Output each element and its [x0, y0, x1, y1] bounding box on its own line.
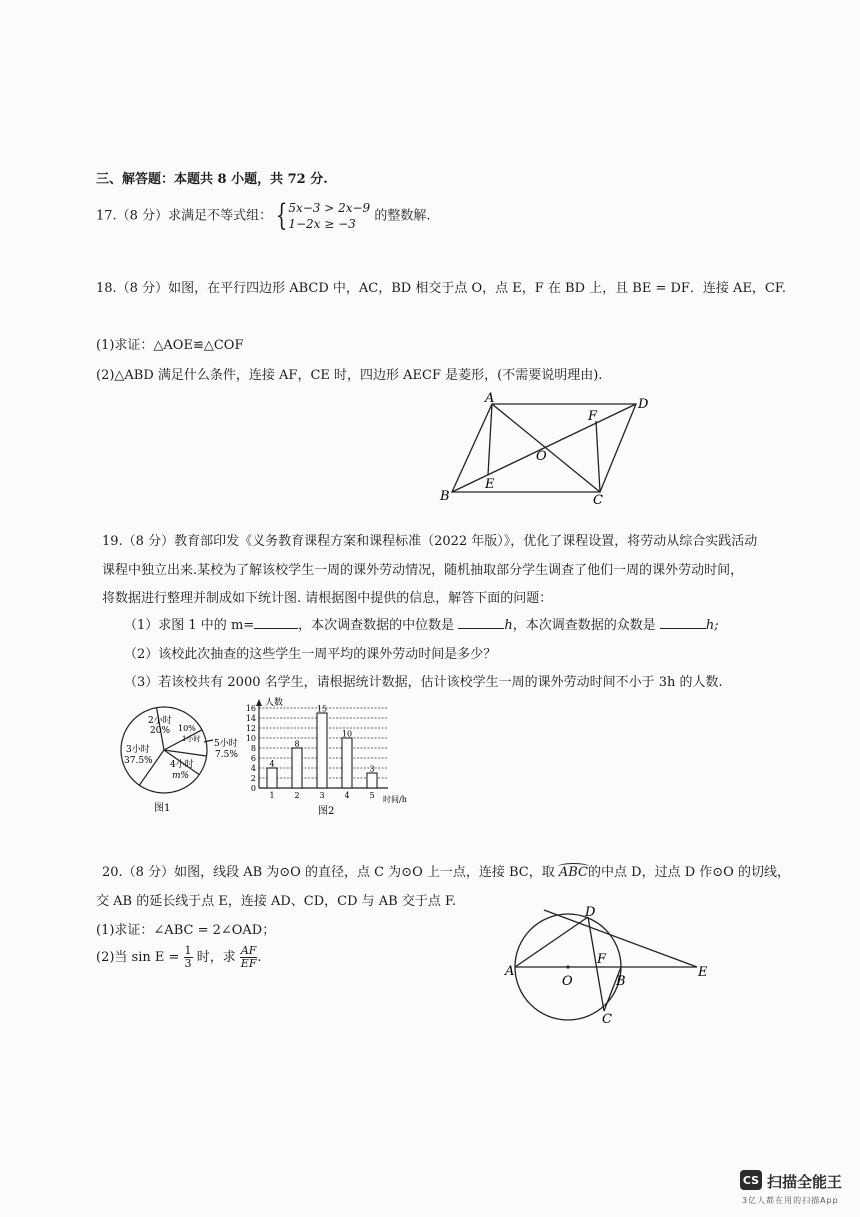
question-19-part-1 — [124, 614, 719, 633]
pie-label-2h: 2小时 — [148, 716, 172, 726]
q19-part1-text-c: ，本次调查数据的众数是 — [512, 618, 656, 633]
section-title: 三、解答题：本题共 8 小题，共 72 分. — [96, 172, 328, 187]
label-e-2: E — [698, 965, 708, 980]
segment-ad — [515, 917, 588, 967]
label-c-2: C — [602, 1012, 612, 1025]
answer-blank-median — [458, 616, 504, 629]
y-tick-label: 14 — [245, 714, 256, 723]
q20-part2-text-b: 时，求 — [196, 950, 236, 965]
x-tick-label: 3 — [319, 791, 325, 800]
arc-mark-icon — [558, 863, 589, 870]
brace-icon: { — [276, 198, 288, 233]
label-f-2: F — [597, 952, 607, 967]
y-tick-label: 6 — [250, 754, 256, 763]
question-19-line-2: 课程中独立出来.某校为了解该校学生一周的课外劳动情况，随机抽取部分学生调查了他们一周的课外劳动时间， — [102, 563, 744, 578]
q20-part2-text-a: (2)当 sin E = — [96, 950, 180, 965]
pie-chart — [110, 700, 245, 815]
inequality-1: 5x−3 > 2x−9 — [288, 201, 371, 215]
pie-label-5h: 5小时 — [214, 739, 238, 749]
pie-value-5h: 7.5% — [215, 750, 238, 760]
bar-2 — [292, 748, 302, 788]
inequality-2: 1−2x ≥ −3 — [288, 217, 356, 231]
y-tick-label: 0 — [250, 784, 256, 793]
fraction-denominator: 3 — [184, 957, 192, 970]
scanner-logo-icon: CS — [740, 1170, 762, 1190]
x-tick-label: 1 — [269, 791, 275, 800]
label-a-2: A — [505, 964, 515, 979]
label-b: B — [440, 489, 450, 504]
pie-value-3h: 37.5% — [124, 756, 153, 766]
bar-chart — [238, 693, 423, 818]
arc-label: ABC — [558, 865, 589, 880]
bar-3 — [317, 713, 327, 788]
label-d: D — [638, 397, 649, 412]
question-20-part-2 — [96, 945, 262, 970]
q20-part2-end: . — [257, 950, 262, 965]
answer-blank-m — [254, 616, 298, 629]
q19-unit-1: h — [504, 618, 513, 633]
inequality-system — [276, 200, 370, 232]
q19-unit-2: h; — [705, 618, 719, 633]
y-tick-label: 8 — [250, 744, 256, 753]
question-17 — [96, 200, 430, 232]
parallelogram-figure — [430, 388, 660, 508]
pie-label-1h: 1小时 — [182, 735, 201, 743]
diagonal-ac — [492, 404, 600, 492]
y-tick-label: 12 — [245, 724, 256, 733]
question-19-part-3: （3）若该校共有 2000 名学生，请根据统计数据，估计该校学生一周的课外劳动时间不小于 3h 的人数. — [124, 675, 723, 690]
y-tick-label: 2 — [250, 774, 256, 783]
question-18-part-1: (1)求证：△AOE≌△COF — [96, 338, 244, 353]
question-18-part-2: (2)△ABD 满足什么条件，连接 AF，CE 时，四边形 AECF 是菱形，(不需要说明理由). — [96, 368, 603, 383]
x-tick-label: 5 — [369, 791, 375, 800]
arc-abc — [559, 865, 588, 880]
figure-2-caption: 图2 — [318, 806, 335, 817]
question-19-part-2: （2）该校此次抽查的这些学生一周平均的课外劳动时间是多少？ — [124, 647, 497, 662]
y-axis-arrow-icon — [256, 699, 262, 706]
answer-blank-mode — [660, 616, 706, 629]
segment-cf — [596, 421, 600, 492]
fraction-one-third — [184, 945, 193, 970]
diagonal-bd — [452, 404, 636, 492]
fraction-af-ef — [240, 945, 258, 970]
q17-suffix: 的整数解. — [374, 208, 431, 224]
y-tick-label: 10 — [245, 734, 256, 743]
bar-value-label: 10 — [341, 729, 353, 739]
question-20-line-1 — [102, 861, 790, 880]
question-19-line-1: 19.（8 分）教育部印发《义务教育课程方案和课程标准（2022 年版）》，优化了课程设置，将劳动从综合实践活动 — [102, 534, 758, 549]
q19-part1-text-b: ，本次调查数据的中位数是 — [298, 618, 455, 633]
question-18-stem: 18.（8 分）如图，在平行四边形 ABCD 中，AC，BD 相交于点 O，点 E，F 在 BD 上，且 BE = DF．连接 AE，CF. — [96, 281, 787, 296]
question-19-line-3: 将数据进行整理并制成如下统计图. 请根据图中提供的信息，解答下面的问题： — [102, 591, 553, 606]
pie-value-2h: 20% — [150, 726, 171, 736]
pie-value-4h: m% — [172, 771, 190, 781]
label-a: A — [485, 391, 495, 406]
q20-line1-text: 20.（8 分）如图，线段 AB 为⊙O 的直径，点 C 为⊙O 上一点，连接 BC，取 — [102, 865, 555, 880]
scanner-tagline: 3亿人都在用的扫描App — [742, 1196, 839, 1205]
q17-prefix: 17.（8 分）求满足不等式组： — [96, 208, 273, 224]
question-20-line-2: 交 AB 的延长线于点 E，连接 AD、CD，CD 与 AB 交于点 F. — [96, 894, 457, 909]
circle-tangent-figure — [500, 905, 720, 1025]
label-e: E — [485, 477, 495, 492]
fraction-numerator: 1 — [184, 944, 192, 957]
y-axis-label: 人数 — [265, 698, 284, 708]
pie-value-1h: 10% — [178, 724, 196, 733]
bar-4 — [342, 738, 352, 788]
y-tick-label: 4 — [250, 764, 256, 773]
segment-ae — [488, 404, 492, 475]
label-c: C — [593, 493, 603, 508]
figure-1-caption: 图1 — [154, 803, 171, 814]
bar-value-label: 15 — [316, 704, 328, 714]
bar-value-label: 4 — [269, 759, 275, 769]
scanner-app-name: 扫描全能王 — [767, 1173, 843, 1191]
fraction-numerator-af: AF — [240, 944, 257, 957]
label-d-2: D — [585, 905, 596, 920]
bar-value-label: 3 — [369, 764, 375, 774]
bar-value-label: 8 — [294, 739, 300, 749]
fraction-denominator-ef: EF — [240, 957, 257, 970]
bar-1 — [267, 768, 277, 788]
x-tick-label: 2 — [294, 791, 300, 800]
label-o-2: O — [562, 974, 573, 989]
y-tick-label: 16 — [245, 704, 256, 713]
pie-label-3h: 3小时 — [126, 745, 150, 755]
x-axis-label: 时间/h — [383, 795, 407, 804]
center-point — [566, 965, 569, 968]
label-b-2: B — [616, 974, 626, 989]
q20-line1-end: 的中点 D，过点 D 作⊙O 的切线， — [588, 865, 790, 880]
x-tick-label: 4 — [344, 791, 350, 800]
question-20-part-1: (1)求证：∠ABC = 2∠OAD； — [96, 923, 276, 938]
label-f: F — [588, 409, 598, 424]
pie-label-4h: 4小时 — [170, 760, 194, 770]
q19-part1-text-a: （1）求图 1 中的 m= — [124, 618, 255, 633]
label-o: O — [536, 449, 547, 464]
bar-5 — [367, 773, 377, 788]
